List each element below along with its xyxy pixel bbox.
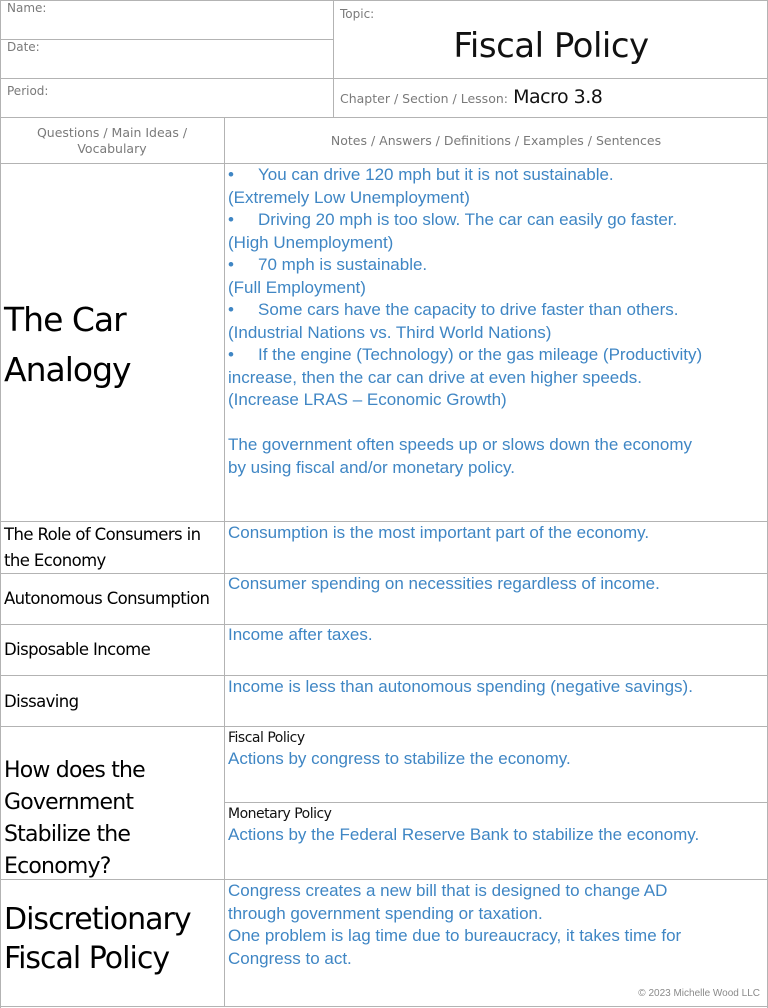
- name-label: Name:: [7, 1, 47, 15]
- note-line: (Extremely Low Unemployment): [228, 187, 470, 207]
- notes-role-of-consumers: Consumption is the most important part of the economy.: [228, 523, 650, 542]
- bullet-icon: •: [228, 210, 234, 229]
- note-line: (Industrial Nations vs. Third World Nations): [228, 322, 552, 342]
- grid-line: [224, 802, 768, 803]
- column-header-notes: Notes / Answers / Definitions / Examples / Sentences: [330, 133, 662, 148]
- grid-line: [0, 1006, 768, 1007]
- notes-autonomous-consumption: Consumer spending on necessities regardless of income.: [228, 574, 660, 593]
- note-line: increase, then the car can drive at even higher speeds.: [228, 367, 642, 387]
- note-line: through government spending or taxation.: [228, 903, 543, 923]
- note-line: The government often speeds up or slows down the economy: [228, 435, 692, 454]
- note-line: Congress to act.: [228, 948, 352, 968]
- notes-dissaving: Income is less than autonomous spending (negative savings).: [228, 677, 693, 696]
- period-label: Period:: [7, 84, 49, 98]
- bullet-icon: •: [228, 255, 234, 274]
- notes-discretionary-fiscal-policy: [228, 880, 763, 970]
- date-label: Date:: [7, 40, 40, 54]
- question-dissaving: Dissaving: [4, 692, 79, 711]
- note-line: [228, 412, 763, 435]
- lesson-value: Macro 3.8: [513, 86, 603, 108]
- notes-car-analogy: [228, 164, 763, 479]
- note-line: (Increase LRAS – Economic Growth): [228, 390, 507, 409]
- lesson-label: Chapter / Section / Lesson:: [340, 91, 508, 106]
- question-role-of-consumers: The Role of Consumers in the Economy: [4, 525, 201, 570]
- question-discretionary-fiscal-policy: Discretionary Fiscal Policy: [4, 902, 191, 976]
- question-government-stabilize: How does the Government Stabilize the Economy?: [4, 758, 145, 879]
- date-field[interactable]: [60, 41, 328, 75]
- copyright-notice: © 2023 Michelle Wood LLC: [638, 988, 760, 999]
- grid-line: [0, 0, 768, 1]
- note-line: Congress creates a new bill that is designed to change AD: [228, 881, 668, 900]
- question-disposable-income: Disposable Income: [4, 640, 151, 659]
- question-car-analogy: The Car Analogy: [4, 300, 131, 389]
- question-autonomous-consumption: Autonomous Consumption: [4, 589, 210, 608]
- topic-title: Fiscal Policy: [453, 26, 649, 66]
- bullet-icon: •: [228, 345, 234, 364]
- bullet-icon: •: [228, 165, 234, 184]
- bullet-icon: •: [228, 300, 234, 319]
- grid-line: [224, 117, 225, 1007]
- column-header-questions: Questions / Main Ideas / Vocabulary: [36, 125, 188, 156]
- note-line: by using fiscal and/or monetary policy.: [228, 457, 515, 477]
- grid-line: [0, 726, 768, 727]
- topic-label: Topic:: [340, 7, 375, 21]
- subsection-heading: Monetary Policy: [228, 806, 332, 822]
- note-line: One problem is lag time due to bureaucracy, it takes time for: [228, 926, 682, 945]
- lesson-line: [340, 86, 602, 108]
- note-line: • Some cars have the capacity to drive faster than others.: [228, 299, 763, 322]
- note-line: • You can drive 120 mph but it is not sustainable.: [228, 164, 763, 187]
- subsection-text: Actions by congress to stabilize the economy.: [228, 749, 571, 768]
- note-line: • If the engine (Technology) or the gas mileage (Productivity): [228, 344, 763, 367]
- grid-line: [0, 39, 333, 40]
- note-line: (High Unemployment): [228, 232, 394, 252]
- note-line: • 70 mph is sustainable.: [228, 254, 763, 277]
- grid-line: [0, 0, 1, 1008]
- subsection-text: Actions by the Federal Reserve Bank to stabilize the economy.: [228, 825, 700, 844]
- subsection-monetary-policy: [228, 804, 763, 847]
- note-line: (Full Employment): [228, 277, 366, 297]
- period-field[interactable]: [60, 80, 328, 114]
- note-line: • Driving 20 mph is too slow. The car can easily go faster.: [228, 209, 763, 232]
- subsection-heading: Fiscal Policy: [228, 730, 305, 746]
- subsection-fiscal-policy: [228, 728, 763, 771]
- name-field[interactable]: [60, 2, 328, 36]
- grid-line: [0, 117, 768, 118]
- grid-line: [0, 78, 768, 79]
- notes-disposable-income: Income after taxes.: [228, 625, 373, 644]
